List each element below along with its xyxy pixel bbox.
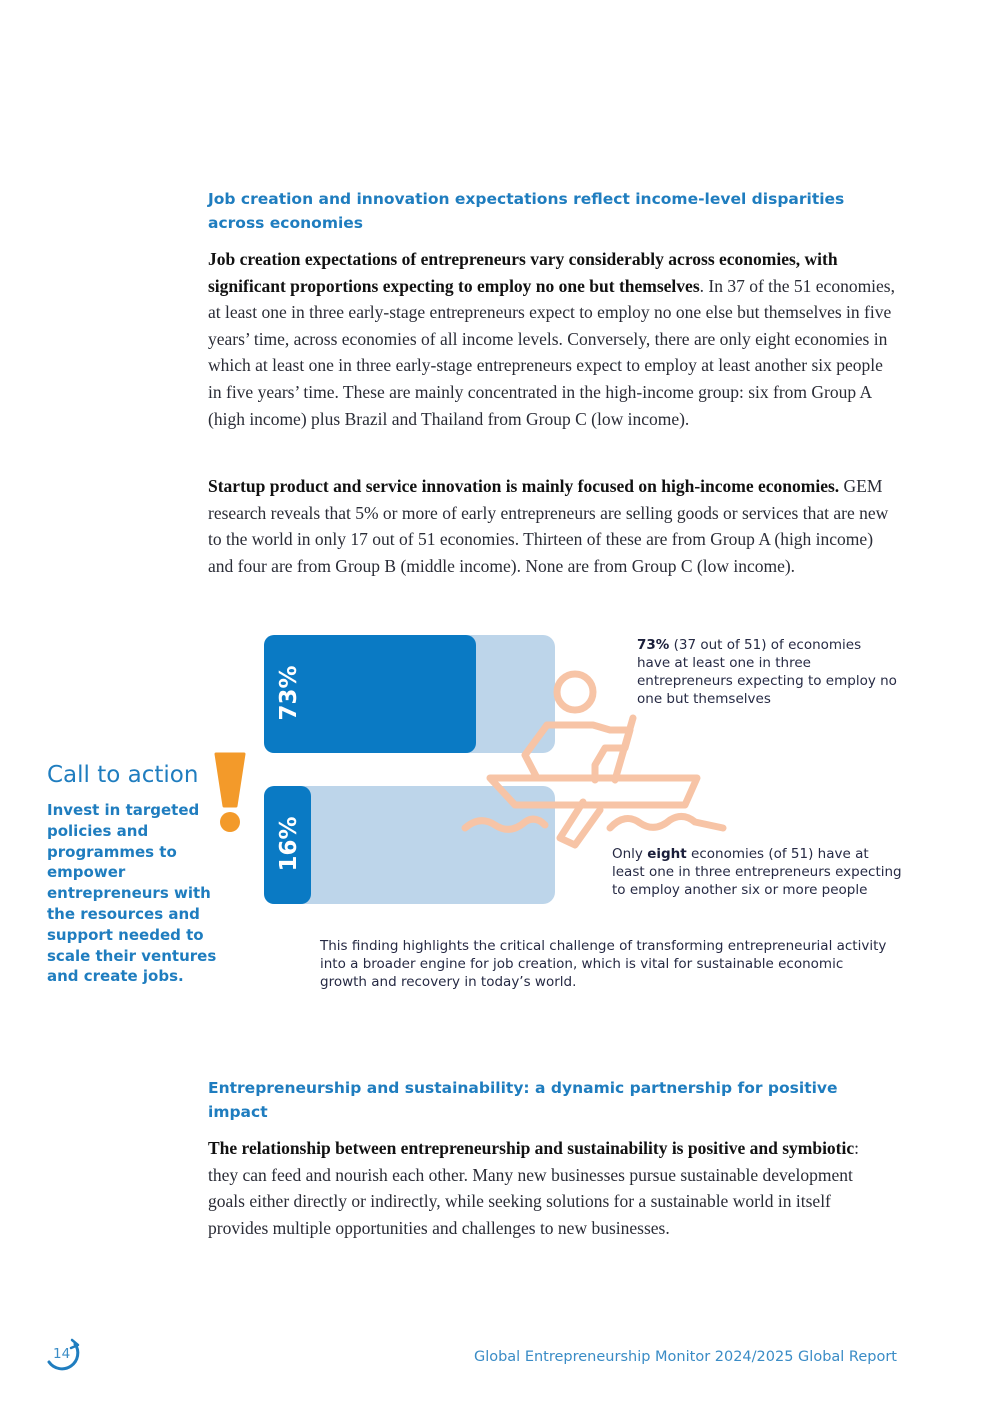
- paragraph-sustainability-text: : they can feed and nourish each other. Many new businesses pursue sustainable development goals either directly or indirectly, while seeking solutions for a sustainable world in itself provides multiple opportunities and challenges to new businesses.: [208, 1138, 860, 1238]
- note-73-percent-value: 73%: [637, 637, 670, 653]
- note-73-percent: [637, 636, 897, 708]
- note-eight-economies: [612, 845, 902, 899]
- page-number: 14: [53, 1346, 71, 1362]
- rower-head: [557, 674, 593, 710]
- wave-right: [610, 816, 723, 828]
- paragraph-job-creation-lead: Job creation expectations of entrepreneurs vary considerably across economies, with significant proportions expecting to employ no one but themselves: [208, 249, 838, 296]
- bar-73-label: 73%: [276, 665, 302, 721]
- note-eight-value: eight: [647, 846, 687, 862]
- note-eight-text: economies (of 51) have at least one in three entrepreneurs expecting to employ another six or more people: [612, 846, 902, 898]
- paragraph-sustainability-lead: The relationship between entrepreneurship and sustainability is positive and symbiotic: [208, 1138, 855, 1158]
- page-number-badge: [45, 1338, 85, 1374]
- note-73-percent-text: (37 out of 51) of economies have at least one in three entrepreneurs expecting to employ no one but themselves: [637, 637, 897, 707]
- bar-16-label: 16%: [276, 816, 302, 872]
- footer-report-title: Global Entrepreneurship Monitor 2024/2025 Global Report: [473, 1349, 897, 1365]
- paragraph-innovation: [208, 473, 898, 579]
- wave-left: [465, 819, 545, 829]
- paragraph-job-creation-text: . In 37 of the 51 economies, at least one in three early-stage entrepreneurs expect to employ no one else but themselves in five years’ time, across economies of all income levels. Conversely, there are only eight economies in which at least one in three early-stage entrepreneurs expect to employ at least another six people in five years’ time. These are mainly concentrated in the high-income group: six from Group A (high income) plus Brazil and Thailand from Group C (low income).: [208, 275, 895, 429]
- section-heading-job-creation: Job creation and innovation expectations reflect income-level disparities across economies: [208, 190, 845, 232]
- section-heading-sustainability: Entrepreneurship and sustainability: a dynamic partnership for positive impact: [208, 1079, 838, 1121]
- paragraph-job-creation: [208, 246, 896, 432]
- paragraph-innovation-lead: Startup product and service innovation is mainly focused on high-income economies.: [208, 476, 840, 496]
- note-eight-prefix: Only: [612, 846, 648, 862]
- call-to-action-body: Invest in targeted policies and programmes to empower entrepreneurs with the resources and support needed to scale their ventures and create jobs.: [47, 801, 217, 986]
- rower-arm: [525, 725, 547, 778]
- paragraph-sustainability: [208, 1135, 888, 1241]
- finding-text: This finding highlights the critical challenge of transforming entrepreneurial activity into a broader engine for job creation, which is vital for sustainable economic growth and recovery in today’s world.: [320, 938, 887, 990]
- paragraph-innovation-text: GEM research reveals that 5% or more of early entrepreneurs are selling goods or services that are new to the world in only 17 out of 51 economies. Thirteen of these are from Group A (high income) and four are from Group B (middle income). None are from Group C (low income).: [208, 476, 889, 576]
- call-to-action-title: Call to action: [47, 762, 199, 788]
